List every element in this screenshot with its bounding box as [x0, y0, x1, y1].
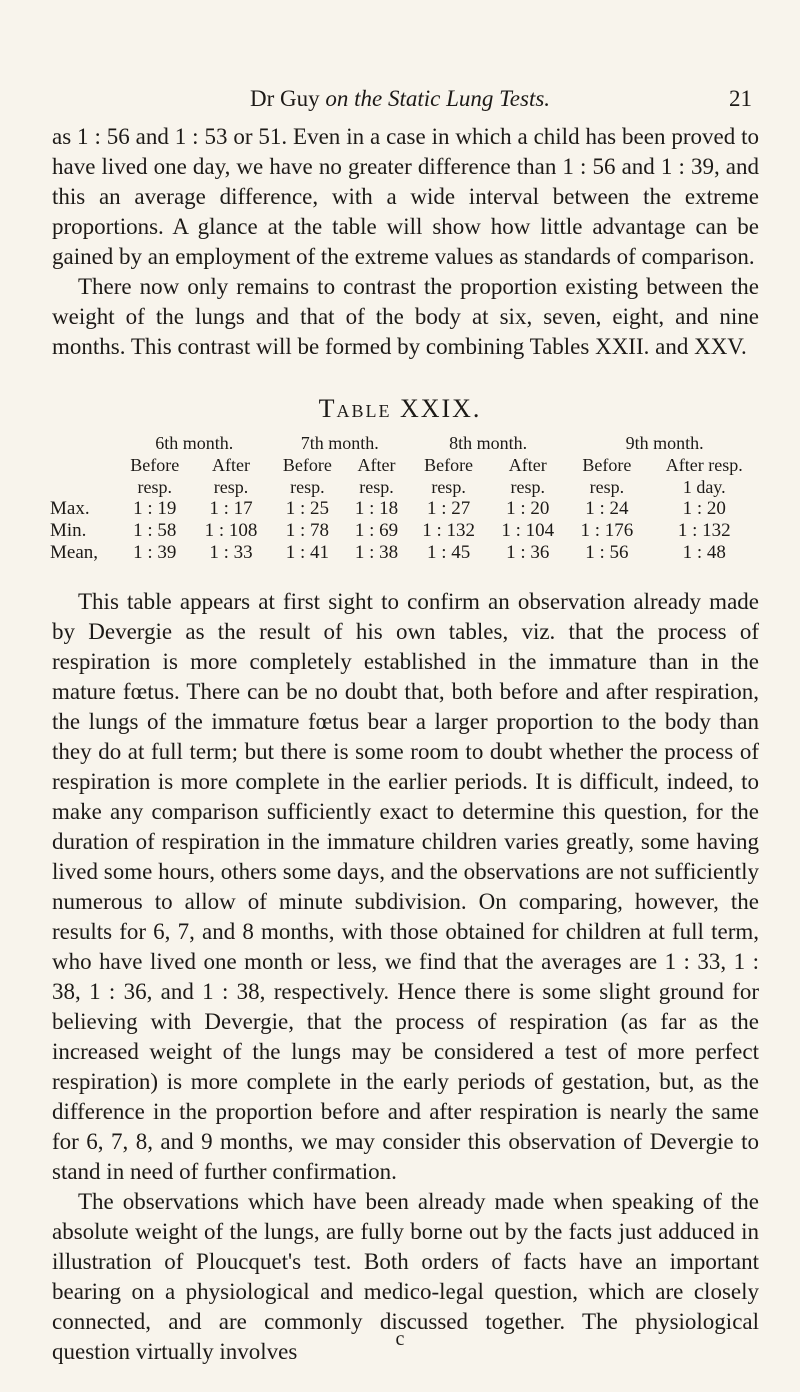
month-header: 8th month. [449, 432, 528, 453]
table-cell: 1 : 132 [422, 520, 475, 541]
table-cell: 1 : 41 [285, 542, 329, 563]
paragraph-continued: as 1 : 56 and 1 : 53 or 51. Even in a case in which a child has been proved to have lived one day, we have no greater difference than 1 : 56 and 1 : 39, and this an average difference, with a wide interval between the extreme proportions. A glance at the table will show how little advantage can be gained by an employment of the extreme values as standards of comparison. [52, 124, 759, 269]
table-cell: 1 : 69 [354, 520, 399, 541]
month-header: 9th month. [625, 432, 704, 453]
table-cell: 1 : 17 [209, 498, 253, 519]
table-subheader-row [50, 454, 762, 476]
table-row [50, 542, 762, 564]
table-row [50, 498, 762, 520]
paragraph-devergie: This table appears at first sight to confirm an observation already made by Devergie as the result of his own tables, viz. that the process of respiration is more completely established in the immature than in the mature fœtus. There can be no doubt that, both before and after respiration, the lungs of the immature fœtus bear a larger proportion to the body than they do at full term; but there is some room to doubt whether the process of respiration is more complete in the earlier periods. It is difficult, indeed, to make any comparison sufficiently exact to determine this question, for the duration of respiration in the immature children varies greatly, some having lived some hours, others some days, and the observations are not sufficiently numerous to allow of minute subdivision. On comparing, however, the results for 6, 7, and 8 months, with those obtained for children at full term, who have lived one month or less, we find that the averages are 1 : 33, 1 : 38, 1 : 36, and 1 : 38, respectively. Hence there is some slight ground for believing with Devergie, that the process of respiration (as far as the increased weight of the lungs may be considered a test of more perfect respiration) is more complete in the early periods of gestation, but, as the difference in the proportion before and after respiration is nearly the same for 6, 7, 8, and 9 months, we may consider this observation of Devergie to stand in need of further confirmation. [52, 589, 759, 1184]
table-cell: 1 : 56 [585, 542, 629, 563]
month-header: 6th month. [155, 432, 234, 453]
running-head-author: Dr Guy [249, 86, 326, 111]
table-cell: 1 : 38 [354, 542, 399, 563]
running-head-title: on the Static Lung Tests. [325, 86, 551, 111]
paragraph-contrast-text: There now only remains to contrast the proportion existing between the weight of the lungs and that of the body at six, seven, eight, and nine months. This contrast will be formed by combining Tables XXII. and XXV. [52, 274, 759, 359]
table-cell: 1 : 39 [133, 542, 177, 563]
row-label: Max. [50, 498, 90, 519]
table-cell: 1 : 176 [580, 520, 634, 541]
column-subheader: Before [582, 454, 632, 475]
upper-text-block [52, 122, 759, 362]
table-cell: 1 : 33 [209, 542, 253, 563]
column-subheader: resp. [359, 476, 394, 497]
table-cell: 1 : 132 [677, 520, 731, 541]
page-number: 21 [729, 86, 752, 111]
column-subheader: After [357, 454, 396, 475]
row-label: Mean, [50, 542, 99, 563]
table-cell: 1 : 48 [682, 542, 726, 563]
column-subheader: 1 day. [682, 476, 726, 497]
column-subheader: resp. [137, 476, 172, 497]
table-cell: 1 : 20 [682, 498, 726, 519]
table-row [50, 520, 762, 542]
table-cell: 1 : 27 [426, 498, 471, 519]
column-subheader: Before [282, 454, 332, 475]
column-subheader: resp. [589, 476, 625, 497]
table-cell: 1 : 78 [285, 520, 329, 541]
lower-text-block [52, 587, 759, 1367]
column-subheader: After [508, 454, 547, 475]
column-subheader: After [212, 454, 251, 475]
paragraph-contrast [52, 272, 759, 362]
running-head [0, 86, 800, 112]
month-header: 7th month. [300, 432, 379, 453]
row-label: Min. [50, 520, 87, 541]
column-subheader: resp. [213, 476, 249, 497]
column-subheader: Before [424, 454, 474, 475]
table-xxix [50, 432, 762, 564]
table-cell: 1 : 25 [285, 498, 329, 519]
column-subheader: resp. [290, 476, 325, 497]
table-cell: 1 : 24 [585, 498, 629, 519]
column-subheader: resp. [431, 476, 466, 497]
page-header [0, 86, 800, 120]
column-subheader: resp. [510, 476, 545, 497]
table-cell: 1 : 36 [506, 542, 550, 563]
column-subheader: Before [130, 454, 180, 475]
table-cell: 1 : 58 [133, 520, 177, 541]
table-cell: 1 : 18 [354, 498, 399, 519]
table-cell: 1 : 108 [204, 520, 258, 541]
table-cell: 1 : 104 [501, 520, 555, 541]
table-subheader-row [50, 476, 762, 498]
signature-mark: c [395, 1328, 405, 1350]
table-cell: 1 : 20 [506, 498, 550, 519]
table-title: Table XXIX. [318, 394, 482, 423]
table-month-header-row [50, 432, 762, 454]
table-cell: 1 : 45 [426, 542, 471, 563]
paragraph-observations: The observations which have been already made when speaking of the absolute weight of the lungs, are fully borne out by the facts just adduced in illustration of Ploucquet's test. Both orders of facts have an important bearing on a physiological and medico-legal question, which are closely connected, and are commonly discussed together. The physiological question virtually involves [52, 1189, 759, 1364]
table-cell: 1 : 19 [133, 498, 177, 519]
column-subheader: After resp. [665, 454, 743, 475]
